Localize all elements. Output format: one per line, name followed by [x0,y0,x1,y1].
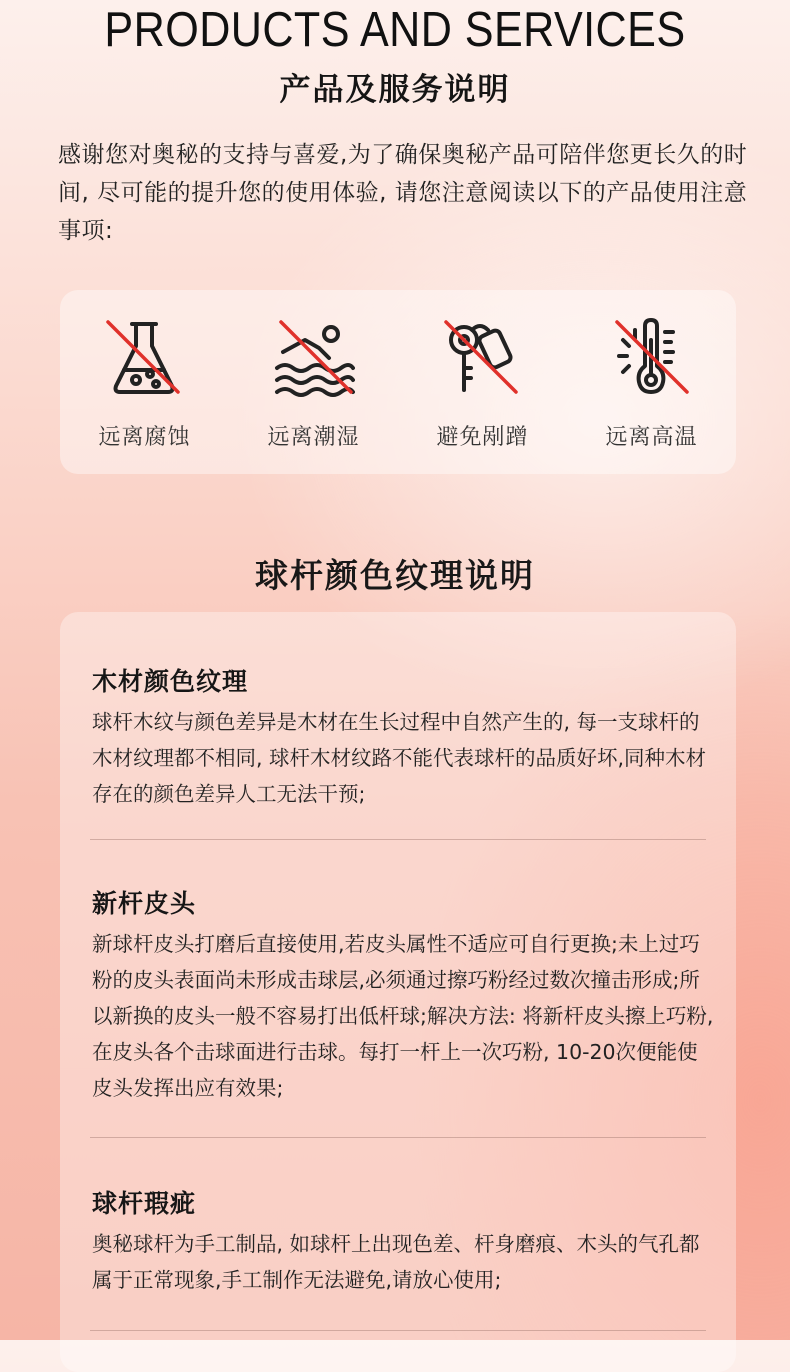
note-body: 球杆木纹与颜色差异是木材在生长过程中自然产生的, 每一支球杆的木材纹理都不相同, 球杆木材纹路不能代表球杆的品质好坏,同种木材存在的颜色差异人工无法干预; [92,710,707,806]
section-title: 球杆颜色纹理说明 [255,556,535,595]
notes-panel [60,612,736,1372]
divider [90,839,706,840]
intro-paragraph: 感谢您对奥秘的支持与喜爱,为了确保奥秘产品可陪伴您更长久的时间, 尽可能的提升您的使用体验, 请您注意阅读以下的产品使用注意事项: [58,142,748,244]
title-english: PRODUCTS AND SERVICES [104,3,686,57]
care-label: 避免剐蹭 [436,425,529,450]
care-label: 远离潮湿 [267,425,360,450]
note-title: 新杆皮头 [92,889,197,918]
no-moisture-swimmer-icon [271,318,355,398]
care-item-moisture [229,290,398,474]
divider [90,1330,706,1331]
care-label: 远离腐蚀 [98,425,191,450]
divider [90,1137,706,1138]
care-label: 远离高温 [605,425,698,450]
title-chinese: 产品及服务说明 [279,72,511,108]
note-body: 新球杆皮头打磨后直接使用,若皮头属性不适应可自行更换;未上过巧粉的皮头表面尚未形成击球层,必须通过擦巧粉经过数次撞击形成;所以新换的皮头一般不容易打出低杆球;解决方法: 将新杆皮头擦上巧粉,在皮头各个击球面进行击球。每打一杆上一次巧粉, 10-20次便能使皮头发挥出应有效果; [92,932,714,1100]
care-item-heat [567,290,736,474]
note-title: 球杆瑕疵 [92,1189,197,1218]
note-title: 木材颜色纹理 [92,667,249,696]
no-heat-thermometer-icon [609,318,693,398]
care-item-scratch [398,290,567,474]
care-item-corrosion [60,290,229,474]
no-corrosion-flask-icon [102,318,186,398]
no-scratch-keys-icon [440,318,524,398]
note-body: 奥秘球杆为手工制品, 如球杆上出现色差、杆身磨痕、木头的气孔都属于正常现象,手工制作无法避免,请放心使用; [92,1232,700,1292]
care-icons-panel [60,290,736,474]
